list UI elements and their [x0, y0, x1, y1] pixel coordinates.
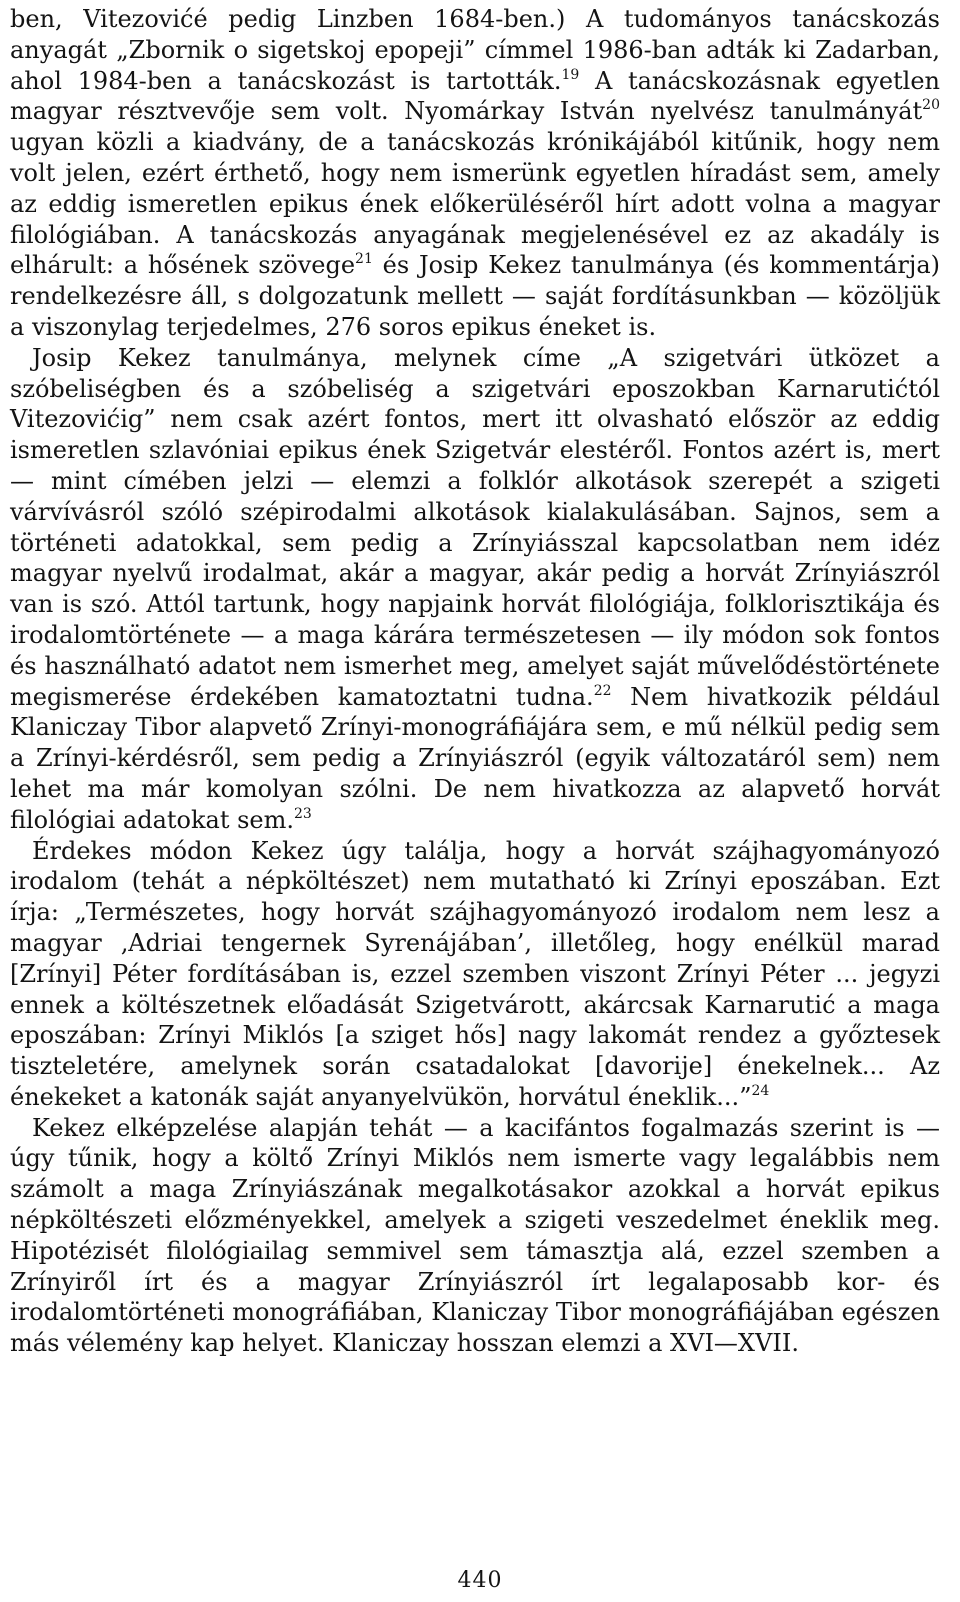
paragraph-text: A tanácskozásnak egyetlen magyar résztvevője sem volt. Nyomárkay István nyelvész tanulmányát — [10, 66, 940, 126]
footnote-marker: 23 — [294, 805, 312, 822]
paragraph-text: Nem hivatkozik például Klaniczay Tibor alapvető Zrínyi-monográfiájára sem, e mű nélkül pedig sem a Zrínyi-kérdésről, sem pedig a Zrínyiászról (egyik változatáról sem) nem lehet ma már komolyan szólni. De nem hivatkozza az alapvető horvát filológiai adatokat sem. — [10, 682, 940, 834]
paragraph-text: Kekez elképzelése alapján tehát — a kacifántos fogalmazás szerint is — úgy tűnik, hogy a költő Zrínyi Miklós nem ismerte vagy legalábbis nem számolt a maga Zrínyiászának megalkotásakor azokkal a horvát epikus népköltészeti előzményekkel, amelyek a szigeti veszedelmet éneklik meg. Hipotézisét filológiailag semmivel sem támasztja alá, ezzel szemben a Zrínyiről írt és a magyar Zrínyiászról írt legalaposabb kor- és irodalomtörténeti monográfiában, Klaniczay Tibor monográfiájában egészen más vélemény kap helyet. Klaniczay hosszan elemzi a XVI—XVII. — [10, 1113, 940, 1358]
footnote-marker: 21 — [355, 251, 373, 268]
footnote-marker: 20 — [922, 97, 940, 114]
paragraph-text: Josip Kekez tanulmánya, melynek címe „A szigetvári ütközet a szóbeliségben és a szóbeliség a szigetvári eposzokban Karnarutićtól Vitezovićig” nem csak azért fontos, mert itt olvasható először az eddig ismeretlen szlavóniai epikus ének Szigetvár elestéről. Fontos azért is, mert — mint címében jelzi — elemzi a folklór alkotások szerepét a szigeti várvívásról szóló szépirodalmi alkotások kialakulásában. Sajnos, sem a történeti adatokkal, sem pedig a Zrínyiásszal kapcsolatban nem idéz magyar nyelvű irodalmat, akár a magyar, akár pedig a horvát Zrínyiászról van is szó. Attól tartunk, hogy napjaink horvát filológiája, folklorisztikája és irodalomtörténete — a maga kárára természetesen — ily módon sok fontos és használható adatot nem ismerhet meg, amelyet saját művelődéstörténete megismerése érdekében kamatoztatni tudna. — [10, 343, 940, 711]
paragraph-text: ben, Vitezovićé pedig Linzben 1684-ben.) A tudományos tanácskozás anyagát „Zbornik o sigetskoj epopeji” címmel 1986-ban adták ki Zadarban, ahol 1984-ben a tanácskozást is tartották. — [10, 5, 940, 95]
paragraph-text: Érdekes módon Kekez úgy találja, hogy a horvát szájhagyományozó irodalom (tehát a népköltészet) nem mutatható ki Zrínyi eposzában. Ezt írja: „Természetes, hogy horvát szájhagyományozó irodalom nem lesz a magyar ‚Adriai tengernek Syrenájában’, illetőleg, hogy enélkül marad [Zrínyi] Péter fordításában is, ezzel szemben viszont Zrínyi Péter ... jegyzi ennek a költészetnek előadását Szigetvárott, akárcsak Karnarutić a maga eposzában: Zrínyi Miklós [a sziget hős] nagy lakomát rendez a győztesek tiszteletére, amelynek során csatadalokat [davorije] énekelnek... Az énekeket a katonák saját anyanyelvükön, horvátul éneklik...” — [10, 836, 940, 1111]
footnote-marker: 22 — [593, 682, 612, 699]
paragraph-4 — [10, 1113, 940, 1359]
paragraph-2 — [10, 343, 940, 836]
page-number: 440 — [457, 1568, 503, 1593]
paragraph-3 — [10, 836, 940, 1113]
paragraph-1 — [10, 4, 940, 343]
paragraph-text: ugyan közli a kiadvány, de a tanácskozás krónikájából kitűnik, hogy nem volt jelen, ezért érthető, hogy nem ismerünk egyetlen híradást sem, amely az eddig ismeretlen epikus ének előkerüléséről hírt adott volna a magyar filológiában. A tanácskozás anyagának megjelenésével ez az akadály is elhárult: a hősének szövege — [10, 128, 940, 280]
footnote-marker: 24 — [751, 1082, 770, 1099]
footnote-marker: 19 — [561, 66, 580, 83]
paragraph-text: és Josip Kekez tanulmánya (és kommentárja) rendelkezésre áll, s dolgozatunk mellett — saját fordításunkban — közöljük a viszonylag terjedelmes, 276 soros epikus éneket is. — [10, 251, 940, 341]
document-page — [10, 4, 940, 1359]
